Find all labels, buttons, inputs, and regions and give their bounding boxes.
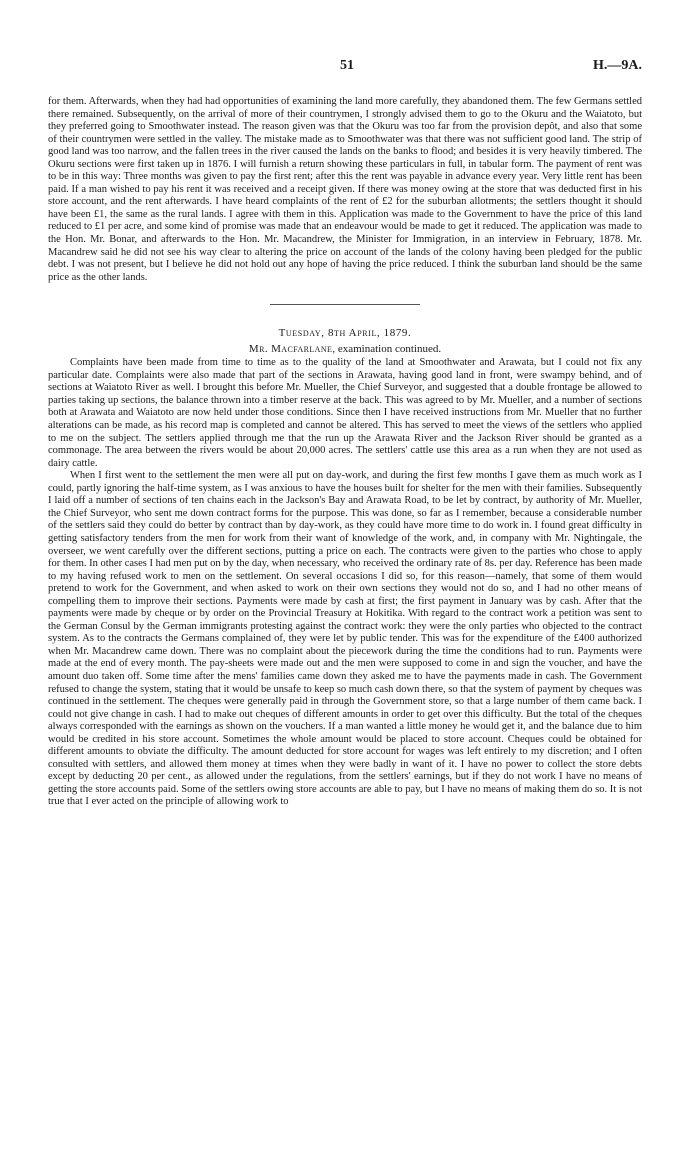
section-divider xyxy=(270,304,420,305)
witness-heading-rest: , examination continued. xyxy=(332,342,442,355)
document-reference: H.—9A. xyxy=(593,58,642,73)
witness-name: Mr. Macfarlane xyxy=(248,342,333,355)
paragraph-settlement: When I first went to the settlement the men were all put on day-work, and during the first few months I gave them as much work as I could, partly ignoring the half-time system, as I was anxious to have the houses built for shelter for the men with their families. Subsequently I laid off a number of sections of ten chains each in the Jackson's Bay and Arawata Road, to be let by contract, by authority of Mr. Mueller, the Chief Surveyor, who sent me down contract forms for the purpose. This was done, so far as I remember, because a considerable number of the settlers said they could do better by contract than by day-work, as they could have more time to do work in. I found great difficulty in getting satisfactory tenders from the men for work from their want of knowledge of the work, and, in company with Mr. Nightingale, the overseer, we went carefully over the different sections, putting a price on each. The contracts were given to the parties who chose to apply for them. In other cases I had men put on by the day, when necessary, who received the ordinary rate of 8s. per day. Reference has been made to my having refused work to men on the settlement. On several occasions I did so, for this reason—namely, that some of them would pretend to work for the Government, and when asked to work on their own sections they would not do so, and I had no other means of compelling them to improve their sections. Payments were made by cash at first; the first payment in January was by cash. After that the payments were made by cheque or by order on the Provincial Treasury at Hokitika. With regard to the contract work a petition was sent to the German Consul by the German immigrants protesting against the contract work: they were the only parties who objected to the contract system. As to the contracts the Germans complained of, they were let by public tender. This was for the expenditure of the £400 authorized when Mr. Macandrew came down. There was no complaint about the piecework during the time the conditions had to run. Payments were made at the end of every month. The pay-sheets were made out and the men were supposed to come in and sign the voucher, and have the amount duo taken off. Some time after the mens' families came down they asked me to have the payments made in cash. The Government refused to change the system, stating that it would be unsafe to keep so much cash down there, so that the system of payment by cheques was continued in the settlement. The cheques were generally paid in through the Government store, so that a large number of them came back. I could not give change in cash. I had to make out cheques of different amounts in order to get over this difficulty. But the total of the cheques always corresponded with the earnings as shown on the vouchers. If a man wanted a little money he would get it, and the balance due to him would be credited in his store account. Sometimes the whole amount would be placed to store account. Cheques could be obtained for different amounts to obviate the difficulty. The amount deducted for store account for wages was left entirely to my discretion; and I often consulted with settlers, and allowed them money at times when they were badly in want of it. I have no power to collect the store debts except by deducting 20 per cent., as allowed under the regulations, from the settlers' earnings, but if they do not work I have no means of getting the store accounts paid. Some of the settlers owing store accounts are able to pay, but I have no means of making them do so. It is not true that I ever acted on the principle of allowing work to xyxy=(48,470,642,808)
document-body xyxy=(48,96,642,809)
section-date: Tuesday, 8th April, 1879. xyxy=(278,327,412,340)
page-number: 51 xyxy=(340,58,354,73)
page-header xyxy=(48,60,642,78)
witness-heading xyxy=(48,343,642,356)
paragraph-continued: for them. Afterwards, when they had had opportunities of examining the land more carefully, they abandoned them. The few Germans settled there remained. Subsequently, on the arrival of more of their countrymen, I strongly advised them to go to the Okuru and the Waiatoto, but they preferred going to Smoothwater instead. The reason given was that the Okuru was too far from the provision depôt, and also that some of their countrymen were settled in the valley. The mistake made as to Smoothwater was that there was not sufficient good land. The strip of good land was too narrow, and the fallen trees in the river caused the lands on the banks to flood; and besides it is very heavily timbered. The Okuru sections were first taken up in 1876. I will furnish a return showing these particulars in full, in tabular form. The payment of rent was to be in this way: Three months was given to pay the first rent; after this the rent was payable in advance every year. Very little rent has been paid. If a man wished to pay his rent it was received and a receipt given. If there was money owing at the store that was deducted first in his store account, and the rent afterwards. I have heard complaints of the rent of £2 for the suburban allotments; the settlers thought it should have been £1, the same as the rural lands. I agree with them in this. Application was made to the Government to have the price of this land reduced to £1 per acre, and some kind of promise was made that an endeavour would be made to get it reduced. The application was made to the Hon. Mr. Bonar, and afterwards to the Hon. Mr. Macandrew, the Minister for Immigration, in an interview in February, 1878. Mr. Macandrew said he did not see his way clear to altering the price on account of the lands of the colony having been pledged for the public debt. I was not present, but I believe he did not hold out any hope of having the price reduced. I think the suburban land should be the same price as the other lands. xyxy=(48,96,642,283)
paragraph-complaints: Complaints have been made from time to time as to the quality of the land at Smoothwater and Arawata, but I could not fix any particular date. Complaints were also made that part of the sections in Arawata, having good land in front, were swampy behind, and of sections at Waiatoto River as well. I brought this before Mr. Mueller, the Chief Surveyor, and suggested that a double frontage be allowed to parties taking up sections, the balance thrown into a timber reserve at the back. This was agreed to by Mr. Mueller, and a number of sections both at Arawata and Waiatoto are now held under those conditions. Since then I have received instructions from Mr. Mueller that no further alterations can be made, as his record map is completed and cannot be altered. This has served to meet the views of the settlers who applied to me on the subject. The settlers applied through me that the run up the Arawata River and the Jackson River should be granted as a commonage. The area between the rivers would be about 20,000 acres. The settlers' cattle use this area as a run when they are not used as dairy cattle. xyxy=(48,357,642,469)
